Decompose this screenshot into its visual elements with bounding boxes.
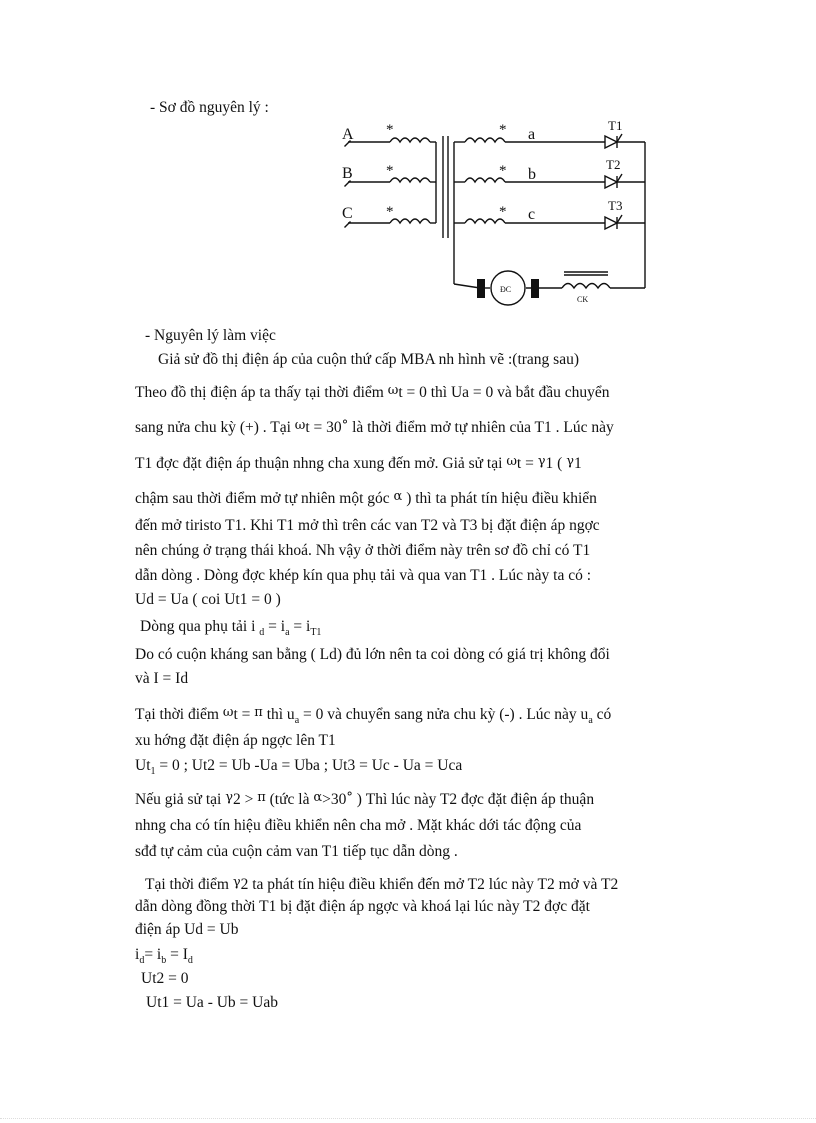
thyristor-label-t2: T2 xyxy=(606,157,621,172)
diagram-heading: - Sơ đồ nguyên lý : xyxy=(150,99,269,116)
text-line: Do có cuộn kháng san bằng ( Ld) đủ lớn nên ta coi dòng có giá trị không đổi xyxy=(135,646,610,663)
equation-ut1: Ut1 = Ua - Ub = Uab xyxy=(146,994,278,1011)
text-line: T1 đợc đặt điện áp thuận nhng cha xung đến mở. Giả sử tại ωt = γ1 ( γ1 xyxy=(135,454,582,472)
text-line: dẫn dòng đồng thời T1 bị đặt điện áp ngợc và khoá lại lúc này T2 đợc đặt xyxy=(135,898,590,915)
equation-id: $i_d= i_b = I_d$ xyxy=(135,946,193,967)
star-mark: * xyxy=(499,122,507,138)
star-mark: * xyxy=(386,122,394,138)
text-line: Tại thời điểm ωt = π thì $u_a = 0$ và chuyển sang nửa chu kỳ (-) . Lúc này $u_a$ có xyxy=(135,705,612,727)
text-line: Nếu giả sử tại γ2 > π (tức là α>30° ) Thì lúc này T2 đợc đặt điện áp thuận xyxy=(135,790,595,808)
thyristor-label-t3: T3 xyxy=(608,198,623,213)
text-line: nhng cha có tín hiệu điều khiển nên cha mở . Mặt khác dới tác động của xyxy=(135,817,582,834)
equation-ut: $Ut_1 = 0$ ; Ut2 = Ub -Ua = Uba ; Ut3 = Uc - Ua = Uca xyxy=(135,757,463,778)
motor-label: ĐC xyxy=(500,285,512,294)
phase-label-b: b xyxy=(528,166,536,183)
text-line: và I = Id xyxy=(135,670,189,687)
text-line: đến mở tiristo T1. Khi T1 mở thì trên các van T2 và T3 bị đặt điện áp ngợc xyxy=(135,517,600,534)
gamma-symbol: γ xyxy=(566,454,574,469)
phase-label-B: B xyxy=(342,165,353,182)
text-line: Tại thời điểm γ2 ta phát tín hiệu điều khiển đến mở T2 lúc này T2 mở và T2 xyxy=(145,875,619,893)
pi-symbol: π xyxy=(254,705,263,720)
circuit-diagram xyxy=(330,112,660,312)
omega-symbol: ω xyxy=(387,383,399,398)
phase-label-C: C xyxy=(342,205,353,222)
text-line: dẫn dòng . Dòng đợc khép kín qua phụ tải và qua van T1 . Lúc này ta có : xyxy=(135,567,592,584)
omega-symbol: ω xyxy=(294,418,306,433)
intro-line: Giả sử đồ thị điện áp của cuộn thứ cấp MBA nh hình vẽ :(trang sau) xyxy=(158,351,580,368)
phase-label-a: a xyxy=(528,126,536,143)
equation-ut2: Ut2 = 0 xyxy=(141,970,189,987)
text-line: nên chúng ở trạng thái khoá. Nh vậy ở thời điểm này trên sơ đồ chỉ có T1 xyxy=(135,542,591,559)
alpha-symbol: α xyxy=(313,790,323,805)
degree-symbol: ° xyxy=(346,790,353,805)
degree-symbol: ° xyxy=(341,418,349,433)
star-mark: * xyxy=(386,163,394,179)
star-mark: * xyxy=(386,204,394,220)
choke-label: CK xyxy=(577,295,589,304)
phase-label-c: c xyxy=(528,206,536,223)
equation-ud: Ud = Ua ( coi Ut1 = 0 ) xyxy=(135,591,281,608)
pi-symbol: π xyxy=(257,790,266,805)
page-footer-divider xyxy=(0,1118,816,1119)
thyristor-label-t1: T1 xyxy=(608,118,623,133)
phase-label-A: A xyxy=(342,126,354,143)
omega-symbol: ω xyxy=(222,705,234,720)
gamma-symbol: γ xyxy=(537,454,546,469)
text-line: chậm sau thời điểm mở tự nhiên một góc α ) thì ta phát tín hiệu điều khiển xyxy=(135,489,597,507)
text-line: sang nửa chu kỳ (+) . Tại ωt = 30° là thời điểm mở tự nhiên của T1 . Lúc này xyxy=(135,418,614,436)
gamma-symbol: γ xyxy=(232,875,241,890)
star-mark: * xyxy=(499,163,507,179)
gamma-symbol: γ xyxy=(225,790,233,805)
text-line: xu hớng đặt điện áp ngợc lên T1 xyxy=(135,732,336,749)
star-mark: * xyxy=(499,204,507,220)
omega-symbol: ω xyxy=(506,454,517,469)
principle-heading: - Nguyên lý làm việc xyxy=(145,327,276,344)
equation-current: Dòng qua phụ tải i $_d = i_a = i_{T1}$ xyxy=(140,618,322,639)
text-line: sđđ tự cảm của cuộn cảm van T1 tiếp tục dẫn dòng . xyxy=(135,843,458,860)
text-line: Theo đồ thị điện áp ta thấy tại thời điểm ωt = 0 thì Ua = 0 và bắt đầu chuyển xyxy=(135,383,610,401)
text-line: điện áp Ud = Ub xyxy=(135,921,239,938)
alpha-symbol: α xyxy=(393,489,403,504)
